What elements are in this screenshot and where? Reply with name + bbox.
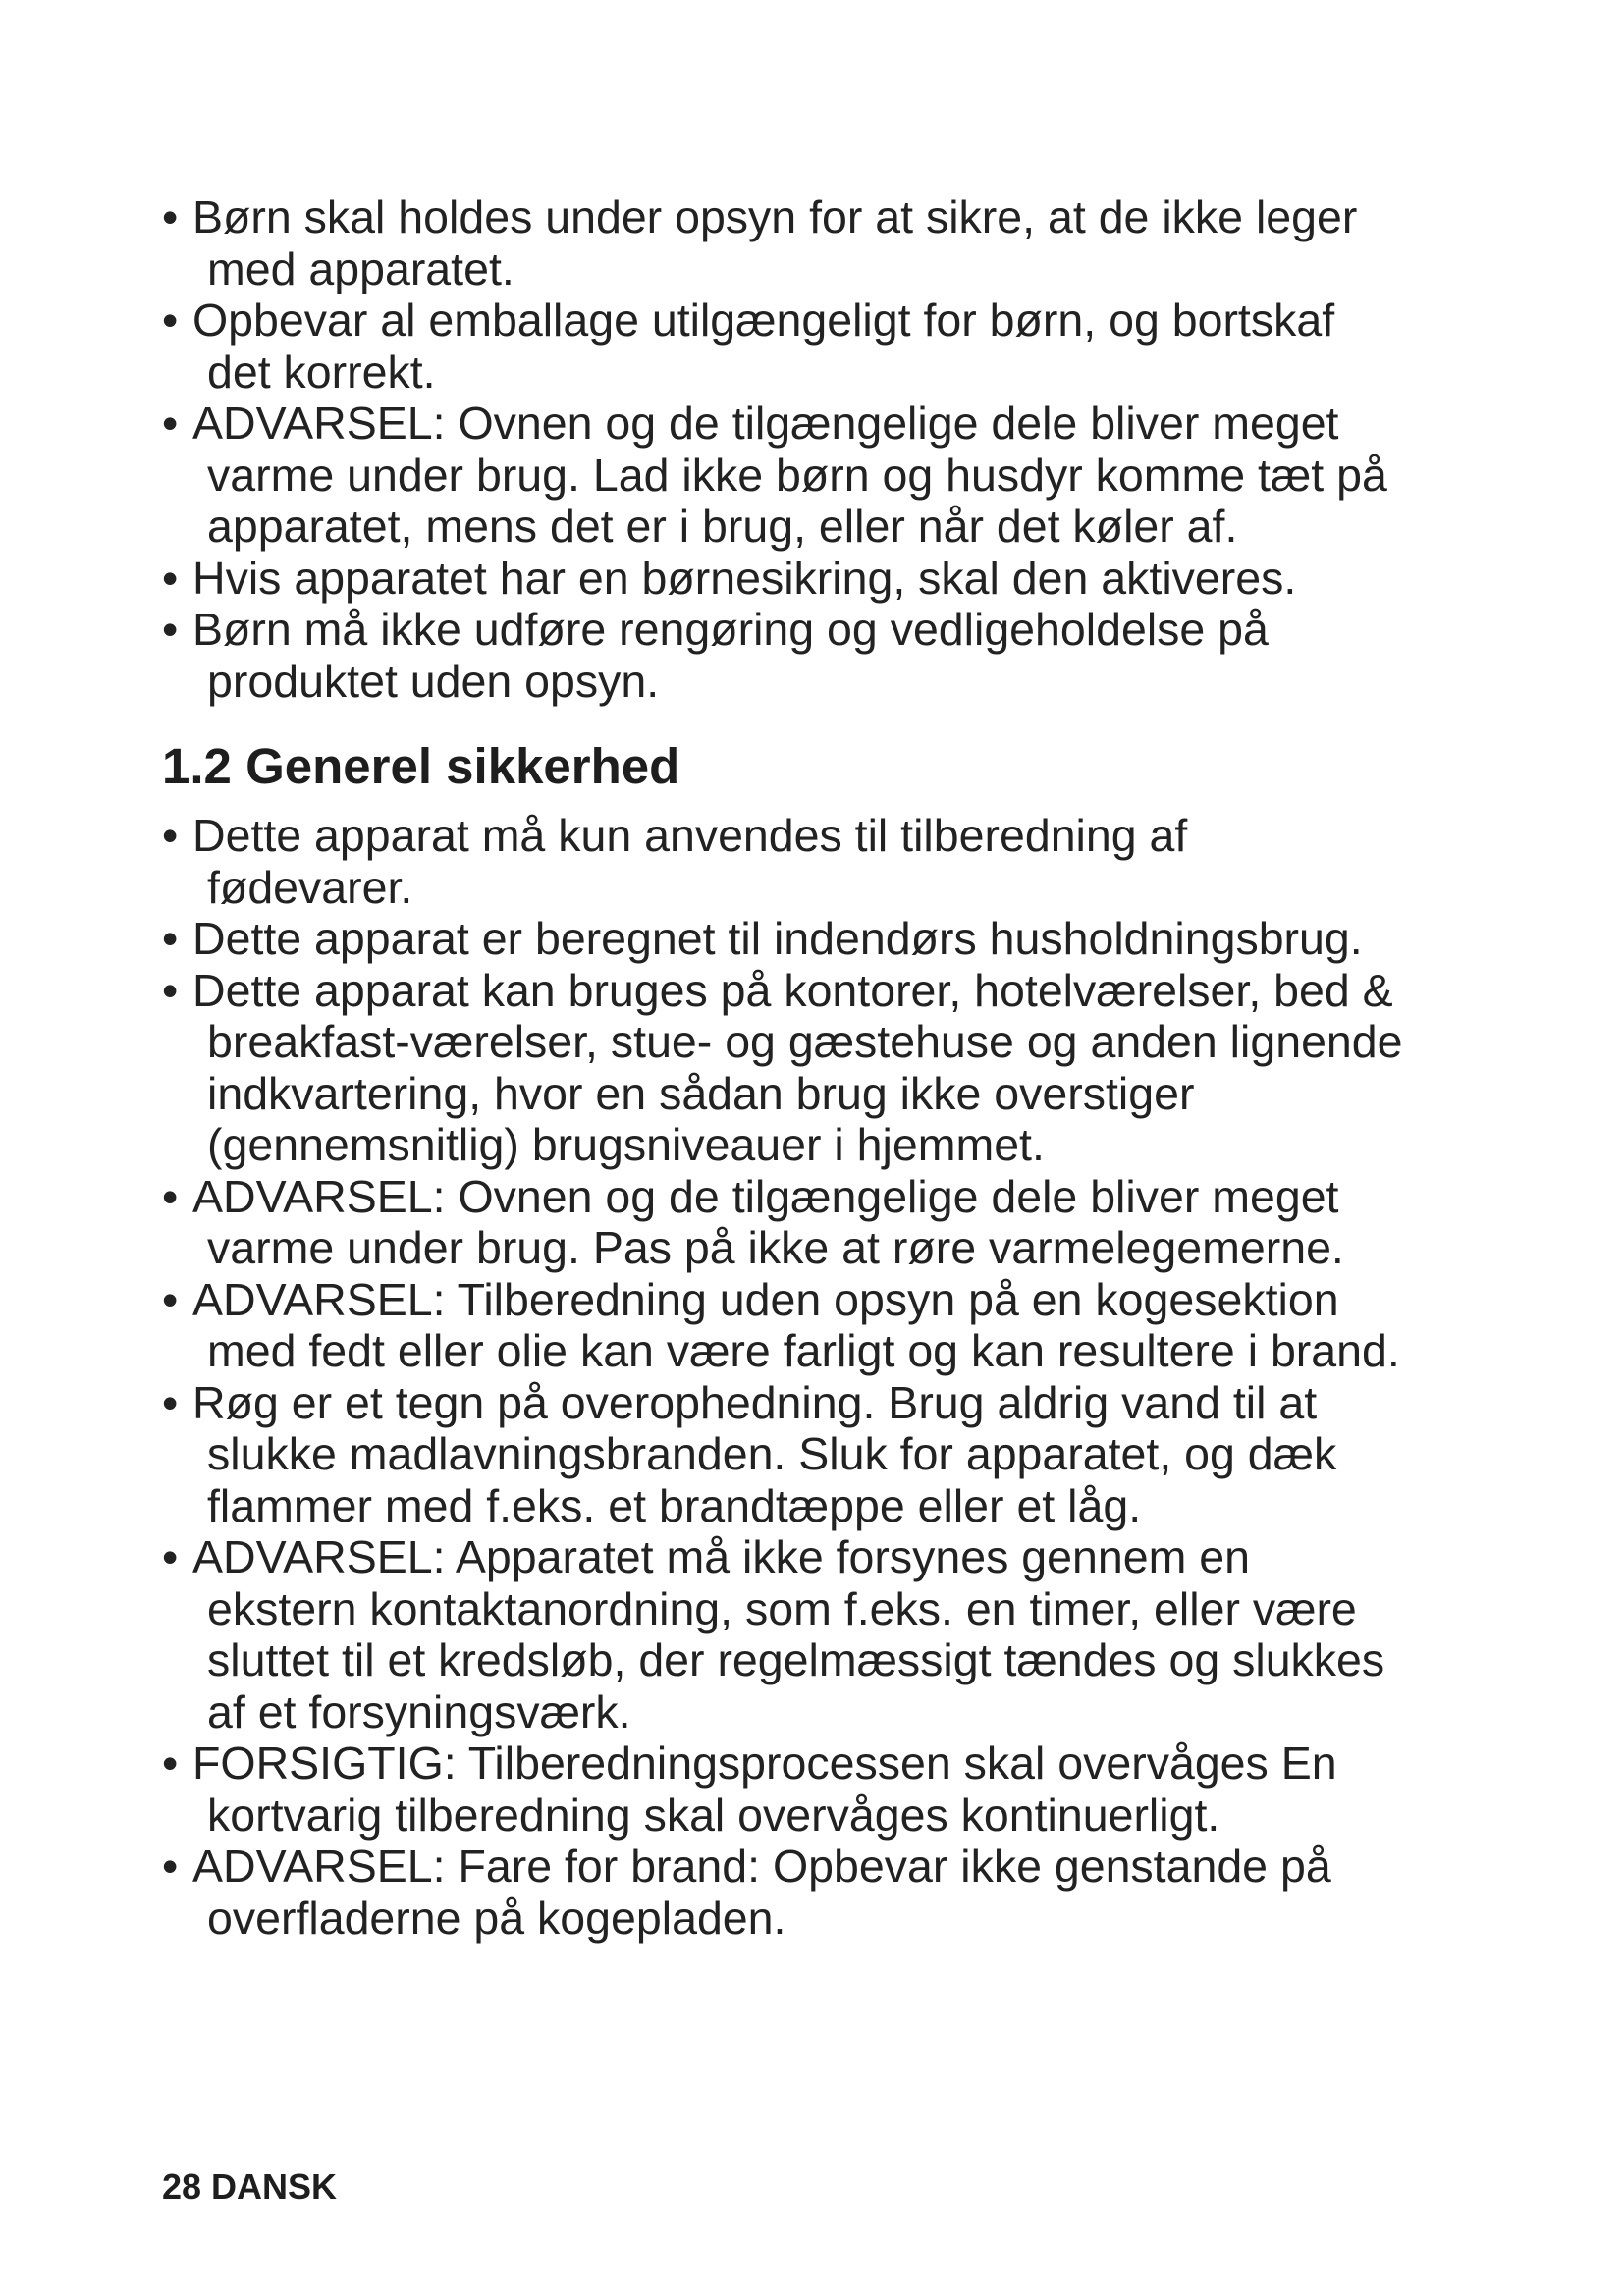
text-line: produktet uden opsyn. bbox=[207, 655, 660, 707]
bullet-icon: • bbox=[162, 810, 179, 861]
text-line: Opbevar al emballage utilgængeligt for børn, og bortskaf bbox=[192, 294, 1335, 346]
bullet-icon: • bbox=[162, 913, 179, 964]
text-line: Dette apparat må kun anvendes til tilberedning af bbox=[192, 810, 1188, 861]
list-item bbox=[162, 1841, 1478, 1944]
list-item bbox=[162, 810, 1478, 913]
text-line: det korrekt. bbox=[207, 346, 436, 398]
list-item-text bbox=[192, 1841, 1478, 1944]
list-item-text bbox=[192, 604, 1478, 707]
list-item-text bbox=[192, 1737, 1478, 1841]
list-item-text bbox=[192, 1377, 1478, 1532]
list-item-text bbox=[192, 965, 1478, 1171]
list-item bbox=[162, 1377, 1478, 1532]
list-item-text bbox=[192, 398, 1478, 553]
text-line: indkvartering, hvor en sådan brug ikke overstiger bbox=[207, 1067, 1195, 1119]
list-item-text bbox=[192, 1274, 1478, 1377]
list-item bbox=[162, 398, 1478, 553]
text-line: Børn må ikke udføre rengøring og vedligeholdelse på bbox=[192, 604, 1269, 655]
bullet-icon: • bbox=[162, 191, 179, 242]
text-line: med fedt eller olie kan være farligt og kan resultere i brand. bbox=[207, 1325, 1400, 1376]
list-item bbox=[162, 1171, 1478, 1274]
text-line: (gennemsnitlig) brugsniveauer i hjemmet. bbox=[207, 1119, 1045, 1170]
list-item bbox=[162, 191, 1478, 294]
text-line: varme under brug. Lad ikke børn og husdyr komme tæt på bbox=[207, 449, 1387, 501]
text-line: fødevarer. bbox=[207, 861, 413, 913]
text-line: slukke madlavningsbranden. Sluk for apparatet, og dæk bbox=[207, 1428, 1337, 1479]
text-line: ADVARSEL: Fare for brand: Opbevar ikke genstande på bbox=[192, 1841, 1331, 1892]
list-item bbox=[162, 1531, 1478, 1737]
safety-list-general bbox=[162, 810, 1478, 1944]
bullet-icon: • bbox=[162, 604, 179, 655]
bullet-icon: • bbox=[162, 1737, 179, 1789]
text-line: breakfast-værelser, stue- og gæstehuse og anden lignende bbox=[207, 1016, 1403, 1067]
bullet-icon: • bbox=[162, 1273, 179, 1325]
text-line: kortvarig tilberedning skal overvåges kontinuerligt. bbox=[207, 1789, 1220, 1841]
list-item-text bbox=[192, 913, 1478, 965]
list-item-text bbox=[192, 1531, 1478, 1737]
list-item-text bbox=[192, 553, 1478, 605]
text-line: ADVARSEL: Apparatet må ikke forsynes gennem en bbox=[192, 1531, 1250, 1582]
text-line: varme under brug. Pas på ikke at røre varmelegemerne. bbox=[207, 1222, 1344, 1273]
text-line: Hvis apparatet har en børnesikring, skal den aktiveres. bbox=[192, 552, 1297, 604]
text-line: FORSIGTIG: Tilberedningsprocessen skal overvåges En bbox=[192, 1737, 1337, 1789]
text-line: Røg er et tegn på overophedning. Brug aldrig vand til at bbox=[192, 1376, 1318, 1428]
list-item bbox=[162, 965, 1478, 1171]
list-item-text bbox=[192, 810, 1478, 913]
text-line: Børn skal holdes under opsyn for at sikre, at de ikke leger bbox=[192, 191, 1358, 242]
text-line: flammer med f.eks. et brandtæppe eller et låg. bbox=[207, 1479, 1142, 1531]
text-line: ekstern kontaktanordning, som f.eks. en timer, eller være bbox=[207, 1582, 1357, 1634]
bullet-icon: • bbox=[162, 294, 179, 346]
list-item bbox=[162, 1274, 1478, 1377]
list-item bbox=[162, 604, 1478, 707]
text-line: Dette apparat kan bruges på kontorer, hotelværelser, bed & bbox=[192, 964, 1393, 1016]
bullet-icon: • bbox=[162, 1841, 179, 1892]
text-line: ADVARSEL: Tilberedning uden opsyn på en kogesektion bbox=[192, 1273, 1339, 1325]
list-item bbox=[162, 1737, 1478, 1841]
page-footer-label: 28 DANSK bbox=[162, 2166, 338, 2207]
list-item-text bbox=[192, 191, 1478, 294]
list-item-text bbox=[192, 1171, 1478, 1274]
bullet-icon: • bbox=[162, 964, 179, 1016]
bullet-icon: • bbox=[162, 552, 179, 604]
text-line: sluttet til et kredsløb, der regelmæssigt tændes og slukkes bbox=[207, 1634, 1385, 1685]
bullet-icon: • bbox=[162, 1531, 179, 1582]
list-item bbox=[162, 913, 1478, 965]
list-item bbox=[162, 553, 1478, 605]
text-line: ADVARSEL: Ovnen og de tilgængelige dele bliver meget bbox=[192, 1170, 1339, 1222]
text-line: apparatet, mens det er i brug, eller når det køler af. bbox=[207, 501, 1238, 552]
bullet-icon: • bbox=[162, 1376, 179, 1428]
list-item-text bbox=[192, 294, 1478, 398]
text-line: med apparatet. bbox=[207, 242, 514, 294]
text-line: overfladerne på kogepladen. bbox=[207, 1892, 786, 1944]
text-line: af et forsyningsværk. bbox=[207, 1685, 631, 1737]
safety-list-children bbox=[162, 191, 1478, 707]
bullet-icon: • bbox=[162, 1170, 179, 1222]
bullet-icon: • bbox=[162, 398, 179, 449]
text-line: Dette apparat er beregnet til indendørs husholdningsbrug. bbox=[192, 913, 1363, 964]
section-heading: 1.2 Generel sikkerhed bbox=[162, 738, 680, 794]
text-line: ADVARSEL: Ovnen og de tilgængelige dele bliver meget bbox=[192, 398, 1339, 449]
list-item bbox=[162, 294, 1478, 398]
